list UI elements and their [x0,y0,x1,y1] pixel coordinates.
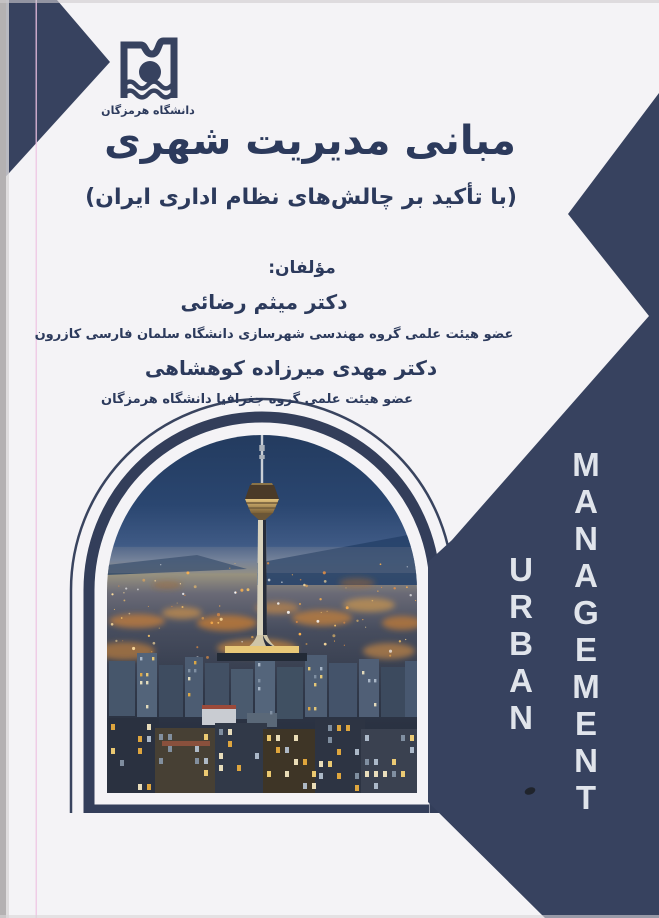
spine-letter: A [574,557,598,594]
spine-letter: M [572,446,600,483]
author-name: دکتر مهدی میرزاده کوهشاهی [144,356,438,380]
spine-word-urban [509,551,533,736]
spine-letter: T [575,779,597,816]
spine-word-management [572,446,600,816]
spine-letter: A [574,483,598,520]
spine-letter: A [509,662,533,699]
spine-letter: N [509,699,533,736]
spine-letter: G [573,594,599,631]
spine-letter: R [509,588,533,625]
spine-letter: U [509,551,533,588]
spine-letter: B [509,625,533,662]
spine-letter: M [572,668,600,705]
milad-tower-photo [95,423,422,793]
navy-background-shape [428,93,659,918]
spine-letter: E [574,705,597,742]
spine-letter: N [574,742,598,779]
spine-letter: E [574,631,597,668]
author-affiliation: عضو هیئت علمی گروه مهندسی شهرسازی دانشگاه سلمان فارسی کازرون [34,327,514,342]
top-left-arrow-shape [0,0,110,183]
spine-letter: N [574,520,598,557]
university-logo-caption: دانشگاه هرمزگان [101,104,195,117]
book-title: مبانی مدیریت شهری [104,118,516,164]
midground-buildings [109,653,419,719]
university-logo-icon [124,41,174,98]
authors-label: مؤلفان: [268,258,336,278]
author-name: دکتر میثم رضائی [180,290,348,314]
book-subtitle: (با تأکید بر چالش‌های نظام اداری ایران) [85,185,517,210]
author-affiliation: عضو هیئت علمی گروه جغرافیا دانشگاه هرمزگان [101,392,413,407]
